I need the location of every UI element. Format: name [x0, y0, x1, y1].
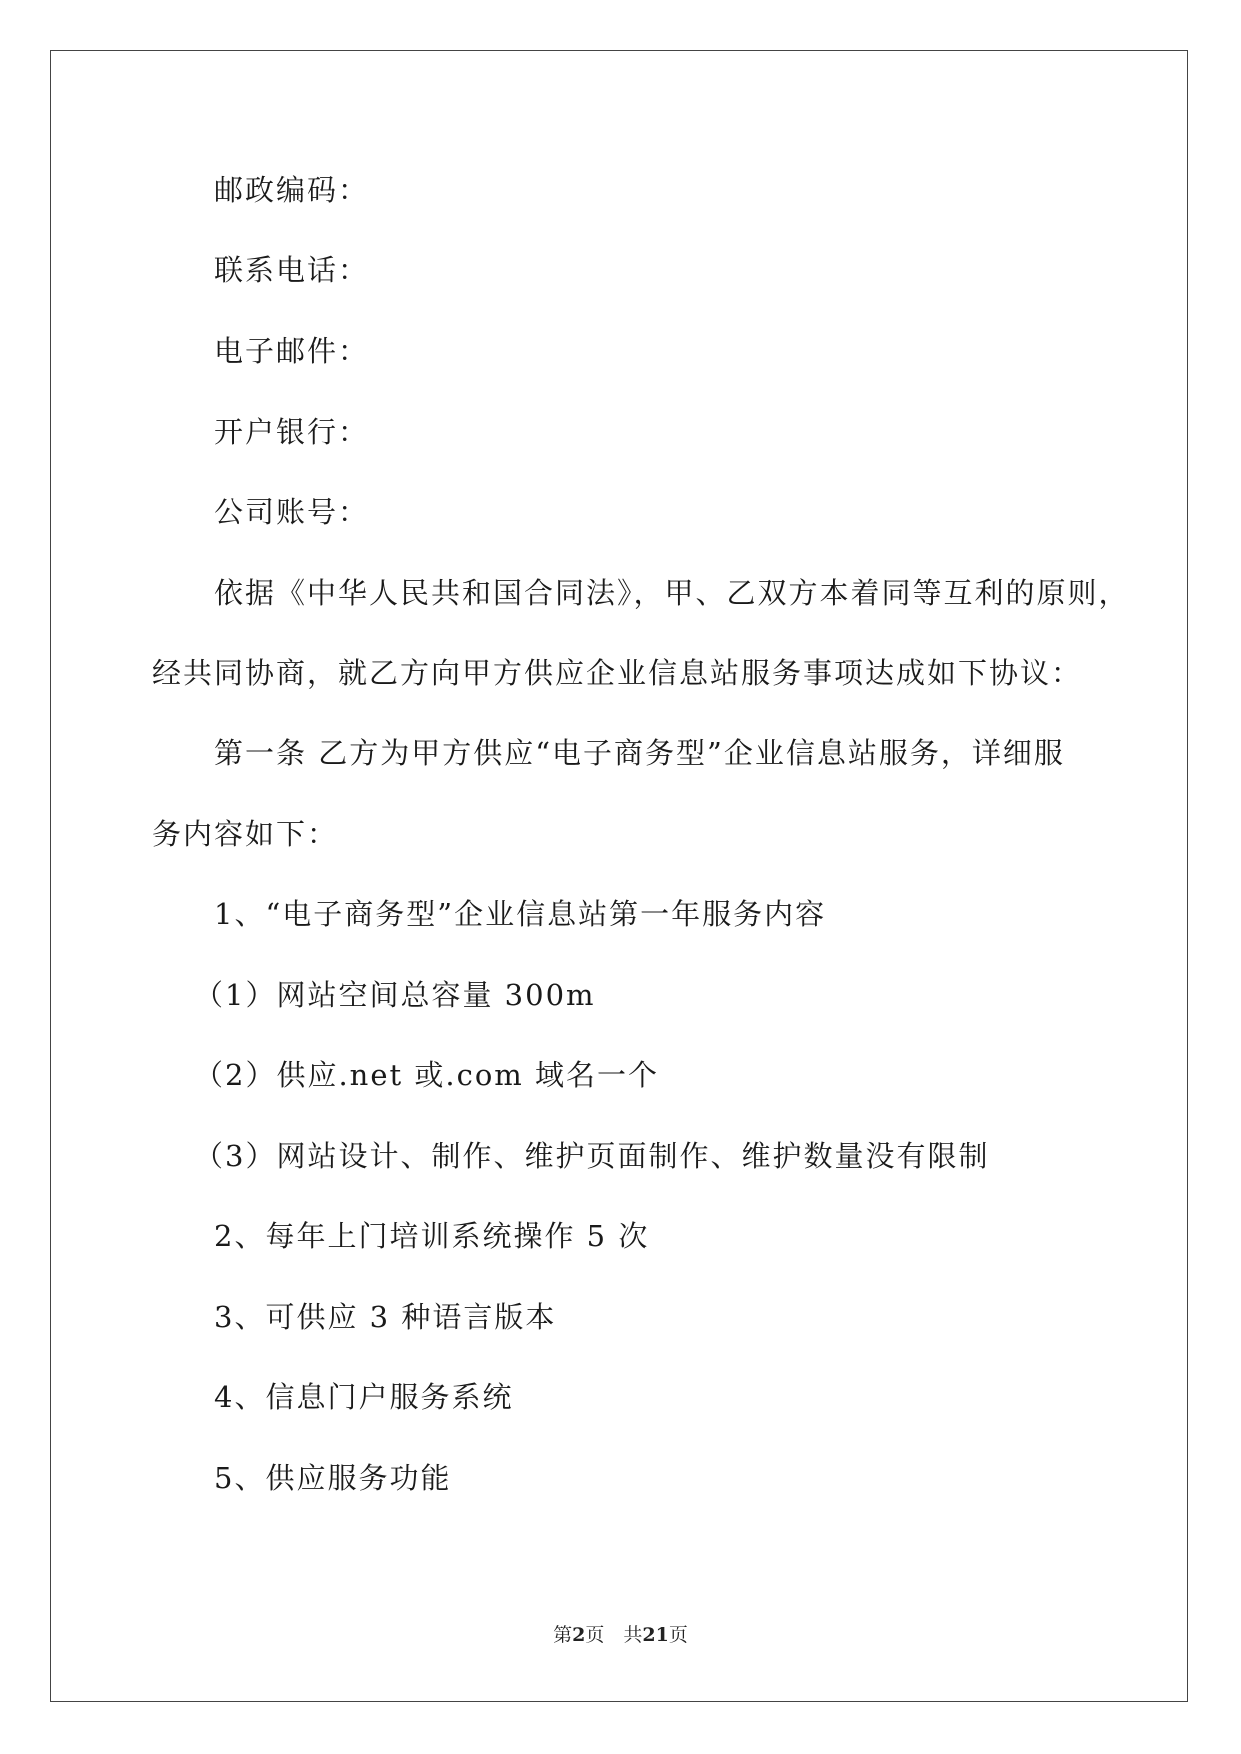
list-item: 4、信息门户服务系统: [214, 1380, 514, 1414]
list-item: 1、“电子商务型”企业信息站第一年服务内容: [214, 897, 827, 931]
postal-code-label: 邮政编码：: [214, 173, 370, 207]
footer-prefix: 第: [553, 1624, 573, 1646]
paragraph-line: 务内容如下：: [152, 817, 339, 851]
current-page-number: 2: [572, 1624, 586, 1646]
page-border: [50, 50, 1188, 1702]
email-label: 电子邮件：: [214, 334, 370, 368]
sub-list-item: （3）网站设计、制作、维护页面制作、维护数量没有限制: [194, 1139, 990, 1173]
list-item: 3、可供应 3 种语言版本: [214, 1300, 557, 1334]
phone-label: 联系电话：: [214, 253, 370, 287]
footer-suffix: 页: [668, 1624, 688, 1646]
total-pages-number: 21: [642, 1624, 669, 1646]
paragraph-line: 依据《中华人民共和国合同法》，甲、乙双方本着同等互利的原则，: [214, 576, 1130, 610]
sub-list-item: （2）供应.net 或.com 域名一个: [194, 1058, 660, 1092]
account-label: 公司账号：: [214, 495, 370, 529]
article-heading-line: 第一条 乙方为甲方供应“电子商务型”企业信息站服务，详细服: [214, 736, 1065, 770]
footer-mid: 页 共: [585, 1624, 643, 1646]
list-item: 2、每年上门培训系统操作 5 次: [214, 1219, 650, 1253]
paragraph-line: 经共同协商，就乙方向甲方供应企业信息站服务事项达成如下协议：: [152, 656, 1083, 690]
sub-list-item: （1）网站空间总容量 300m: [194, 978, 596, 1012]
page-footer: [0, 1620, 1241, 1647]
list-item: 5、供应服务功能: [214, 1461, 452, 1495]
bank-label: 开户银行：: [214, 415, 370, 449]
